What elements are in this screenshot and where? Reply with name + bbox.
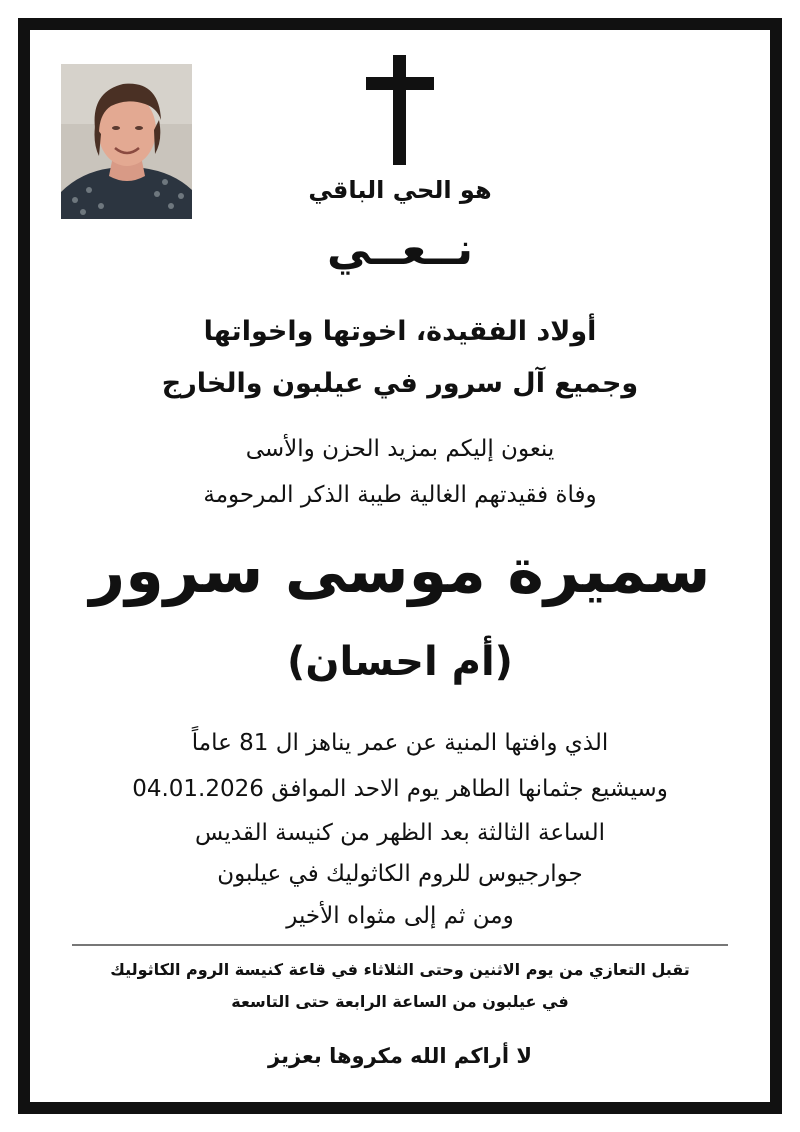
notice-title: نــعــي	[326, 224, 474, 275]
detail-line-church-location: جوارجيوس للروم الكاثوليك في عيلبون	[217, 861, 583, 887]
condolences-line-1: تقبل التعازي من يوم الاثنين وحتى الثلاثاء في قاعة كنيسة الروم الكاثوليك	[110, 960, 690, 979]
latin-cross-icon	[366, 55, 434, 165]
detail-line-time-church: الساعة الثالثة بعد الظهر من كنيسة القديس	[195, 820, 605, 846]
section-divider	[72, 944, 728, 946]
detail-line-final-rest: ومن ثم إلى مثواه الأخير	[286, 903, 514, 929]
deceased-name: سميرة موسى سرور	[89, 534, 711, 607]
announce-line-2: وفاة فقيدتهم الغالية طيبة الذكر المرحومة	[203, 482, 597, 508]
announce-line-1: ينعون إليكم بمزيد الحزن والأسى	[245, 436, 555, 462]
detail-line-funeral-date: وسيشيع جثمانها الطاهر يوم الاحد الموافق 04.01.2026	[132, 776, 668, 802]
detail-line-age: الذي وافتها المنية عن عمر يناهز ال 81 عاماً	[191, 730, 609, 756]
condolences-line-2: في عيلبون من الساعة الرابعة حتى التاسعة	[231, 992, 569, 1011]
header-phrase: هو الحي الباقي	[308, 176, 492, 204]
family-line-2: وجميع آل سرور في عيلبون والخارج	[161, 368, 639, 399]
deceased-nickname: (أم احسان)	[287, 639, 513, 685]
family-line-1: أولاد الفقيدة، اخوتها واخواتها	[203, 316, 597, 347]
closing-phrase: لا أراكم الله مكروها بعزيز	[268, 1044, 532, 1068]
